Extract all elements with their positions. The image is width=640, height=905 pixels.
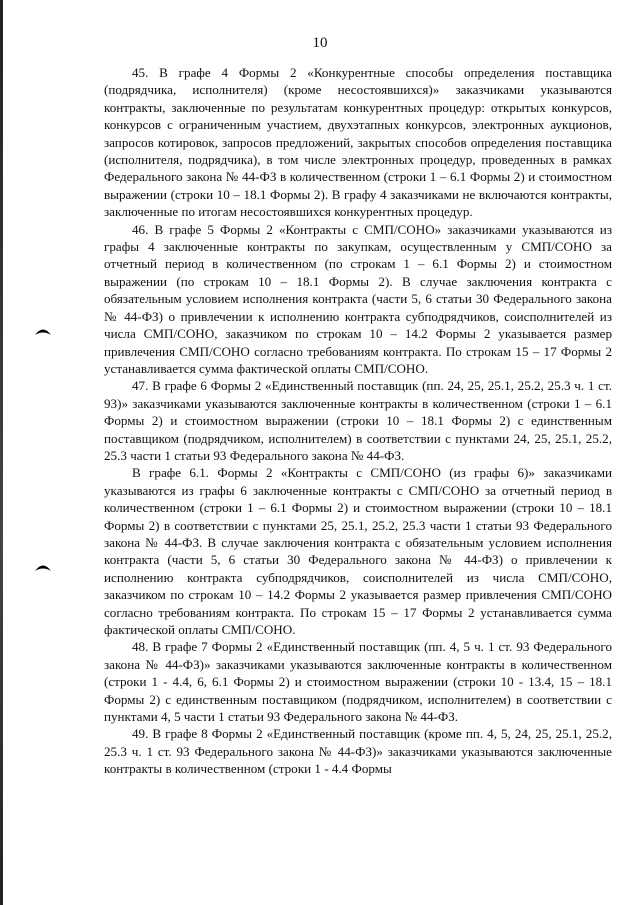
paragraph-48: 48. В графе 7 Формы 2 «Единственный поставщик (пп. 4, 5 ч. 1 ст. 93 Федерального закона № 44-ФЗ)» заказчиками указываются заключенные контракты в количественном (строки 1 - 4.4, 6, 6.1 Формы 2) и стоимостном выражении (строки 10 - 13.4, 15 – 18.1 Формы 2) с единственным поставщиком (подрядчиком, исполнителем) в соответствии с пунктами 4, 5 части 1 статьи 93 Федерального закона № 44-ФЗ. (104, 639, 612, 725)
paragraph-47-6-1: В графе 6.1. Формы 2 «Контракты с СМП/СОНО (из графы 6)» заказчиками указываются из графы 6 заключенные контракты с СМП/СОНО за отчетный период в количественном (строки 1 – 6.1 Формы 2) и стоимостном выражении (строки 10 – 18.1 Формы 2) в соответствии с пунктами 25, 25.1, 25.2, 25.3 части 1 статьи 93 Федерального закона № 44-ФЗ. В случае заключения контракта с обязательным условием исполнения контракта (части 5, 6 статьи 30 Федерального закона № 44-ФЗ) о привлечении к исполнению контракта субподрядчиков, соисполнителей из числа СМП/СОНО, заказчиком по строкам 10 – 14.2 Формы 2 указывается размер привлечения СМП/СОНО согласно требованиям контракта. По строкам 15 – 17 Формы 2 устанавливается сумма фактической оплаты СМП/СОНО. (104, 465, 612, 637)
scan-punch-mark (34, 326, 52, 336)
paragraph-45: 45. В графе 4 Формы 2 «Конкурентные способы определения поставщика (подрядчика, исполнителя) (кроме несостоявшихся)» заказчиками указываются контракты, заключенные по результатам конкурентных процедур: открытых конкурсов, конкурсов с ограниченным участием, двухэтапных конкурсов, электронных аукционов, запросов котировок, запросов предложений, закрытых способов определения поставщика (исполнителя, подрядчика), в том числе электронных процедур, проведенных в рамках Федерального закона № 44-ФЗ в количественном (строки 1 – 6.1 Формы 2) и стоимостном выражении (строки 10 – 18.1 Формы 2). В графу 4 заказчиками не включаются контракты, заключенные по итогам несостоявшихся конкурентных процедур. (104, 65, 612, 220)
scan-punch-mark (34, 562, 52, 572)
page-number: 10 (312, 35, 328, 51)
document-body (104, 64, 612, 778)
paragraph-49: 49. В графе 8 Формы 2 «Единственный поставщик (кроме пп. 4, 5, 24, 25, 25.1, 25.2, 25.3 ч. 1 ст. 93 Федерального закона № 44-ФЗ)» заказчиками указываются заключенные контракты в количественном (строки 1 - 4.4 Формы (104, 726, 612, 777)
paragraph-47: 47. В графе 6 Формы 2 «Единственный поставщик (пп. 24, 25, 25.1, 25.2, 25.3 ч. 1 ст. 93)» заказчиками указываются заключенные контракты в количественном (строки 1 – 6.1 Формы 2) и стоимостном выражении (строки 10 – 18.1 Формы 2) с единственным поставщиком (подрядчиком, исполнителем) в соответствии с пунктами 24, 25, 25.1, 25.2, 25.3 части 1 статьи 93 Федерального закона № 44-ФЗ. (104, 378, 612, 463)
paragraph-46: 46. В графе 5 Формы 2 «Контракты с СМП/СОНО» заказчиками указываются из графы 4 заключенные контракты по закупкам, осуществленным у СМП/СОНО за отчетный период в количественном (по строкам 1 – 6.1 Формы 2) и стоимостном выражении (по строкам 10 – 18.1 Формы 2). В случае заключения контракта с обязательным условием исполнения контракта (части 5, 6 статьи 30 Федерального закона № 44-ФЗ) о привлечении к исполнению контракта субподрядчиков, соисполнителей из числа СМП/СОНО, заказчиком по строкам 10 – 14.2 Формы 2 указывается размер привлечения СМП/СОНО согласно требованиям контракта. По строкам 15 – 17 Формы 2 устанавливается сумма фактической оплаты СМП/СОНО. (104, 221, 612, 376)
page-left-edge (0, 0, 3, 905)
